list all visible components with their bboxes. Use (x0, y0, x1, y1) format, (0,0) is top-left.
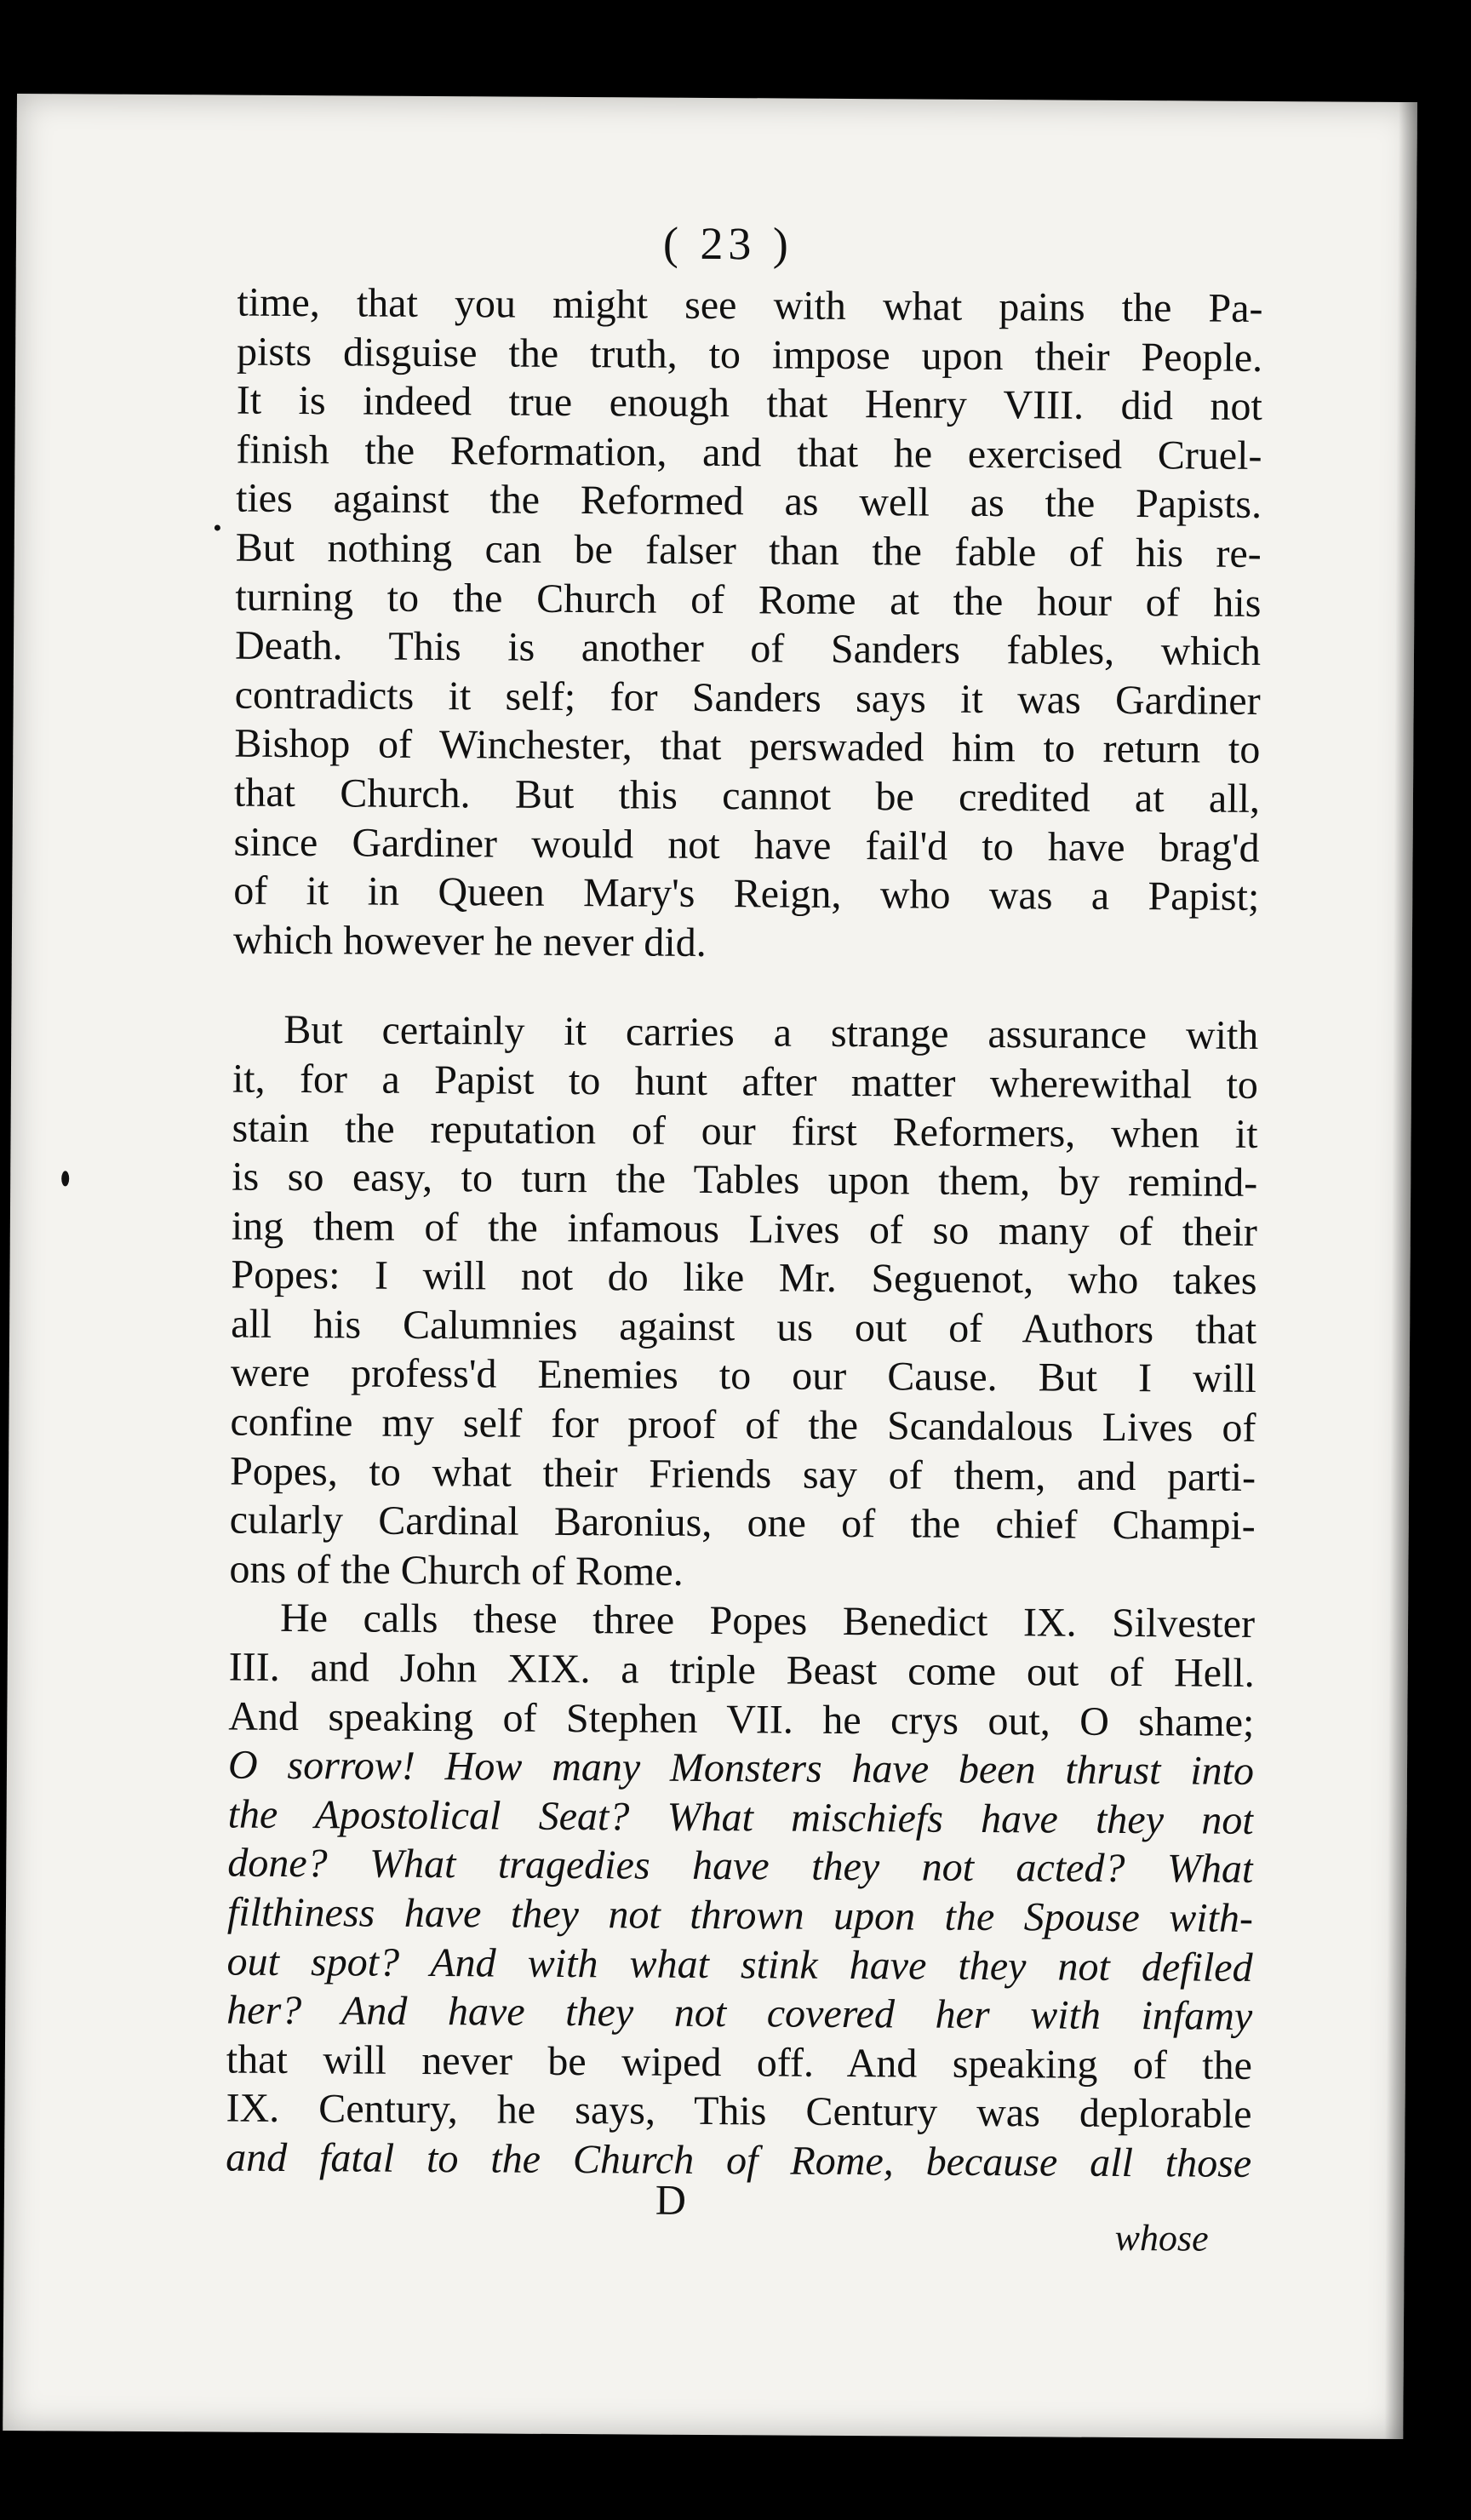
ink-speck (215, 524, 220, 530)
ink-speck (61, 1171, 69, 1186)
text-line: And speaking of Stephen VII. he crys out, O shame; (228, 1693, 1255, 1745)
text-line: turning to the Church of Rome at the hour of his (235, 574, 1262, 626)
text-line: pists disguise the truth, to impose upon their People. (236, 329, 1263, 381)
text-line: finish the Reformation, and that he exercised Cruel- (236, 427, 1262, 478)
paragraph-3 (226, 1594, 1255, 2188)
text-line: But certainly it carries a strange assurance with (283, 1007, 1259, 1059)
text-line: Bishop of Winchester, that perswaded him to return to (234, 720, 1261, 773)
paragraph-1 (233, 278, 1263, 971)
text-line: It is indeed true enough that Henry VIII. did not (236, 377, 1262, 430)
scan-border-top (0, 0, 1471, 102)
text-line: and fatal to the Church of Rome, because all those (226, 2134, 1252, 2186)
text-line: IX. Century, he says, This Century was deplorable (226, 2085, 1252, 2138)
text-line: O sorrow! How many Monsters have been thrust into (227, 1742, 1255, 1795)
text-line: Death. This is another of Sanders fables, which (234, 622, 1262, 675)
catchword: whose (1114, 2216, 1209, 2259)
text-line: ons of the Church of Rome. (229, 1546, 684, 1595)
text-line: Popes, to what their Friends say of them, and parti- (229, 1448, 1256, 1500)
text-line: done? What tragedies have they not acted? What (227, 1840, 1254, 1893)
paragraph-gap (232, 965, 1258, 1011)
text-line: stain the reputation of our first Reformers, when it (232, 1105, 1258, 1157)
text-line: were profess'd Enemies to our Cause. But I will (230, 1350, 1256, 1402)
text-line: her? And have they not covered her with infamy (226, 1987, 1253, 2040)
text-line: contradicts it self; for Sanders says it was Gardiner (234, 672, 1261, 724)
text-line: ties against the Reformed as well as the Papists. (235, 475, 1262, 528)
text-line: is so easy, to turn the Tables upon them, by remind- (232, 1154, 1258, 1206)
text-line: filthiness have they not thrown upon the Spouse with- (226, 1889, 1254, 1941)
text-line: that Church. But this cannot be credited at all, (233, 770, 1261, 822)
text-line: confine my self for proof of the Scandalous Lives of (230, 1399, 1256, 1451)
page-number: ( 23 ) (662, 217, 794, 270)
signature-mark: D (655, 2175, 687, 2224)
text-line: that will never be wiped off. And speaking of the (226, 2036, 1253, 2088)
text-line: III. and John XIX. a triple Beast come out of Hell. (228, 1644, 1255, 1696)
paragraph-2 (229, 1005, 1258, 1600)
text-line: ing them of the infamous Lives of so many of their (231, 1203, 1258, 1255)
text-line: of it in Queen Mary's Reign, who was a Papist; (233, 868, 1260, 920)
text-line: which however he never did. (232, 917, 707, 965)
text-line: He calls these three Popes Benedict IX. Silvester (279, 1595, 1256, 1647)
text-line: since Gardiner would not have fail'd to have brag'd (233, 819, 1260, 871)
text-line: the Apostolical Seat? What mischiefs have they not (227, 1791, 1254, 1843)
text-line: Popes: I will not do like Mr. Seguenot, who takes (231, 1251, 1257, 1304)
text-line: But nothing can be falser than the fable of his re- (235, 524, 1262, 576)
text-line: cularly Cardinal Baronius, one of the chief Champi- (229, 1497, 1256, 1549)
text-line: time, that you might see with what pains the Pa- (237, 279, 1263, 331)
text-line: out spot? And with what stink have they not defiled (226, 1939, 1253, 1990)
page-body (226, 278, 1263, 2189)
book-page (3, 94, 1417, 2439)
text-line: all his Calumnies against us out of Authors that (231, 1301, 1257, 1353)
text-line: it, for a Papist to hunt after matter wherewithal to (232, 1056, 1259, 1108)
